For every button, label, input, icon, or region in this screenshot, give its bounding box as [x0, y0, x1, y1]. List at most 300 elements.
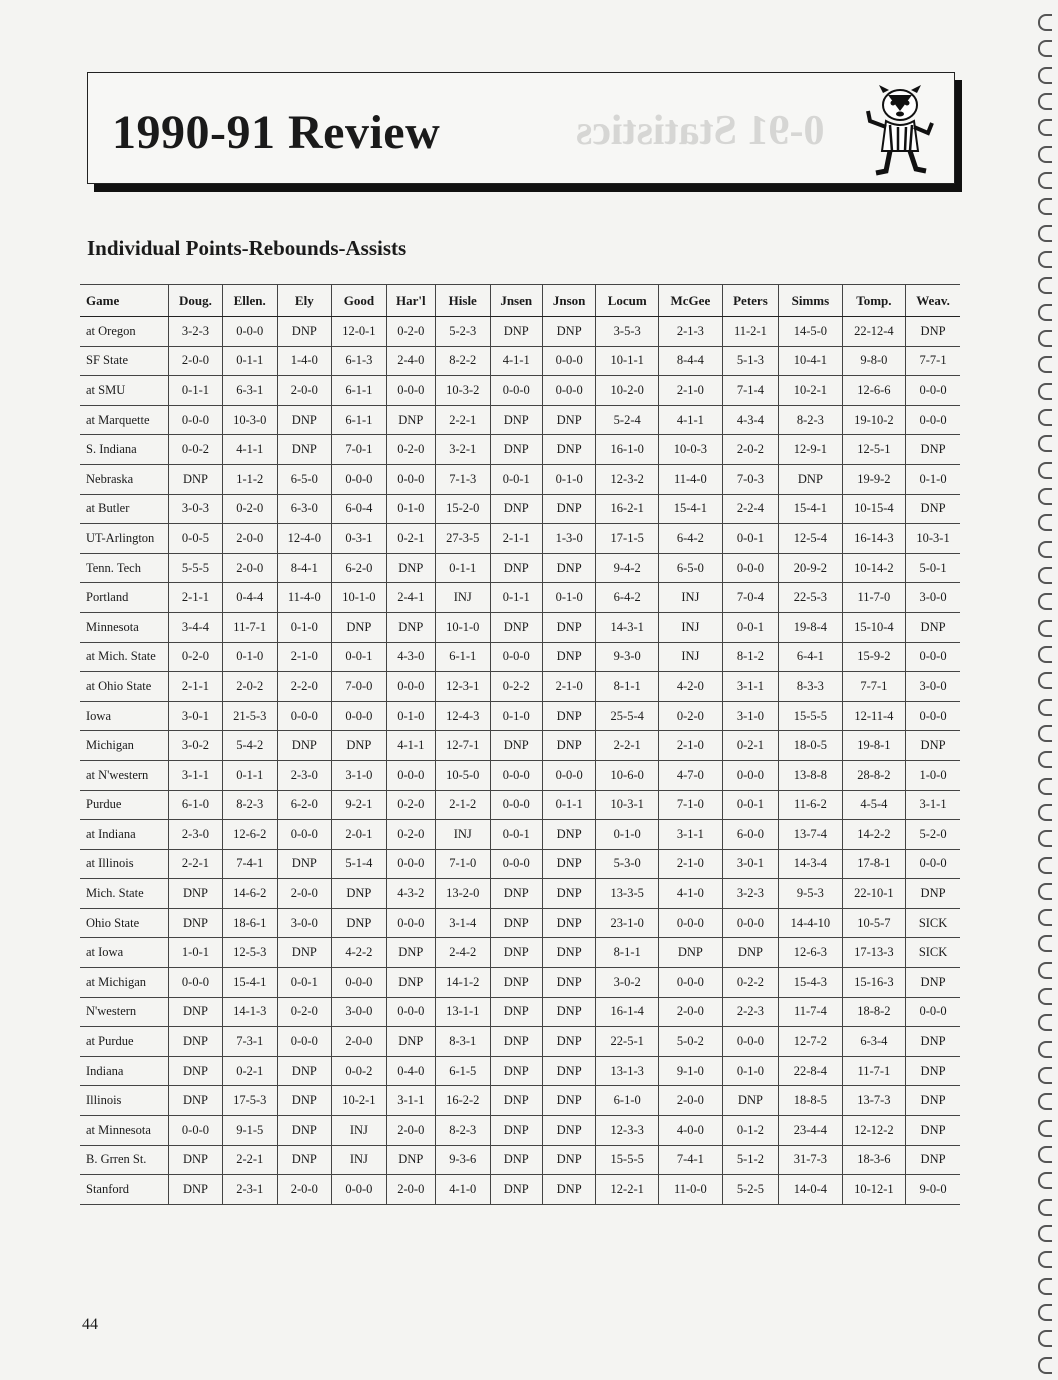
stat-cell: 2-1-0	[659, 731, 723, 761]
page-title: 1990-91 Review	[112, 106, 441, 159]
stat-cell: 0-1-1	[435, 553, 490, 583]
stat-cell: 2-0-0	[659, 997, 723, 1027]
stat-cell: 0-0-0	[906, 701, 960, 731]
stat-cell: DNP	[386, 612, 435, 642]
stat-cell: DNP	[169, 1175, 223, 1205]
stat-cell: DNP	[906, 1086, 960, 1116]
stat-cell: 6-0-0	[722, 820, 778, 850]
stat-cell: 0-0-0	[386, 908, 435, 938]
game-cell: at Indiana	[80, 820, 169, 850]
stat-cell: 13-3-5	[596, 879, 659, 909]
stat-cell: 16-14-3	[842, 524, 905, 554]
spiral-ring	[1038, 567, 1052, 584]
spiral-ring	[1038, 1120, 1052, 1137]
stat-cell: 6-1-0	[169, 790, 223, 820]
stat-cell: 9-8-0	[842, 346, 905, 376]
stat-cell: 31-7-3	[779, 1145, 842, 1175]
stat-cell: 6-4-2	[596, 583, 659, 613]
stat-cell: 12-12-2	[842, 1116, 905, 1146]
stat-cell: 2-1-0	[659, 849, 723, 879]
stat-cell: 10-1-1	[596, 346, 659, 376]
stat-cell: DNP	[277, 849, 332, 879]
stat-cell: 0-2-0	[222, 494, 277, 524]
stat-cell: 6-2-0	[277, 790, 332, 820]
stat-cell: DNP	[332, 731, 387, 761]
stat-cell: DNP	[277, 731, 332, 761]
stat-cell: 4-2-0	[659, 672, 723, 702]
stat-cell: 5-2-4	[596, 405, 659, 435]
stat-cell: 10-6-0	[596, 760, 659, 790]
stat-cell: 12-2-1	[596, 1175, 659, 1205]
stat-cell: 0-0-0	[722, 553, 778, 583]
table-row	[80, 820, 960, 850]
stat-cell: 0-2-0	[659, 701, 723, 731]
stat-cell: 9-4-2	[596, 553, 659, 583]
stat-cell: 17-1-5	[596, 524, 659, 554]
spiral-ring	[1038, 330, 1052, 347]
spiral-ring	[1038, 909, 1052, 926]
game-cell: Ohio State	[80, 908, 169, 938]
game-cell: at Iowa	[80, 938, 169, 968]
stat-cell: 2-2-0	[277, 672, 332, 702]
stat-cell: DNP	[490, 938, 542, 968]
stat-cell: 4-2-2	[332, 938, 387, 968]
stat-cell: DNP	[722, 1086, 778, 1116]
stat-cell: 0-1-1	[490, 583, 542, 613]
stat-cell: DNP	[906, 612, 960, 642]
stat-cell: 22-12-4	[842, 317, 905, 347]
spiral-ring	[1038, 277, 1052, 294]
stat-cell: 3-2-3	[722, 879, 778, 909]
stat-cell: DNP	[906, 879, 960, 909]
stat-cell: DNP	[490, 553, 542, 583]
stat-cell: DNP	[490, 435, 542, 465]
stat-cell: 7-4-1	[659, 1145, 723, 1175]
stat-cell: 0-2-0	[386, 790, 435, 820]
stat-cell: 4-1-1	[659, 405, 723, 435]
spiral-ring	[1038, 67, 1052, 84]
stat-cell: 3-5-3	[596, 317, 659, 347]
table-row	[80, 849, 960, 879]
spiral-ring	[1038, 778, 1052, 795]
stat-cell: SICK	[906, 938, 960, 968]
stat-cell: 15-9-2	[842, 642, 905, 672]
stat-cell: DNP	[490, 1145, 542, 1175]
header-banner	[87, 72, 955, 184]
game-cell: at Michigan	[80, 968, 169, 998]
table-row	[80, 879, 960, 909]
stat-cell: 10-15-4	[842, 494, 905, 524]
stat-cell: 8-2-3	[435, 1116, 490, 1146]
stat-cell: DNP	[542, 968, 595, 998]
stat-cell: 15-5-5	[596, 1145, 659, 1175]
stat-cell: 10-14-2	[842, 553, 905, 583]
stat-cell: 3-0-0	[277, 908, 332, 938]
stat-cell: 0-0-1	[490, 820, 542, 850]
stat-cell: 0-2-0	[169, 642, 223, 672]
stat-cell: 12-3-1	[435, 672, 490, 702]
spiral-ring	[1038, 198, 1052, 215]
column-header: Game	[80, 285, 169, 317]
stat-cell: 27-3-5	[435, 524, 490, 554]
stat-cell: 3-0-2	[596, 968, 659, 998]
stat-cell: 3-1-0	[332, 760, 387, 790]
stat-cell: 7-7-1	[906, 346, 960, 376]
bleed-through-text: 0-91 Statistics	[575, 108, 824, 154]
stat-cell: 3-1-1	[169, 760, 223, 790]
spiral-ring	[1038, 1357, 1052, 1374]
stat-cell: 13-2-0	[435, 879, 490, 909]
stat-cell: 12-9-1	[779, 435, 842, 465]
stat-cell: 17-5-3	[222, 1086, 277, 1116]
stat-cell: SICK	[906, 908, 960, 938]
stat-cell: 0-0-0	[332, 464, 387, 494]
stat-cell: 0-0-0	[722, 760, 778, 790]
stat-cell: 2-0-0	[386, 1116, 435, 1146]
stat-cell: 13-1-1	[435, 997, 490, 1027]
stat-cell: DNP	[490, 1175, 542, 1205]
spiral-ring	[1038, 1330, 1052, 1347]
table-row	[80, 405, 960, 435]
stat-cell: DNP	[542, 1116, 595, 1146]
stat-cell: 0-1-0	[542, 583, 595, 613]
stat-cell: DNP	[169, 1027, 223, 1057]
stat-cell: 14-1-2	[435, 968, 490, 998]
stat-cell: 12-3-3	[596, 1116, 659, 1146]
stat-cell: INJ	[332, 1116, 387, 1146]
stat-cell: DNP	[490, 731, 542, 761]
stat-cell: DNP	[542, 553, 595, 583]
stat-cell: 0-1-0	[596, 820, 659, 850]
table-row	[80, 1116, 960, 1146]
game-cell: at Minnesota	[80, 1116, 169, 1146]
spiral-ring	[1038, 935, 1052, 952]
stat-cell: 3-1-1	[659, 820, 723, 850]
stat-cell: 2-0-1	[332, 820, 387, 850]
spiral-ring	[1038, 1225, 1052, 1242]
stat-cell: 14-5-0	[779, 317, 842, 347]
spiral-ring	[1038, 725, 1052, 742]
stat-cell: 11-6-2	[779, 790, 842, 820]
column-header: Hisle	[435, 285, 490, 317]
stat-cell: 0-2-1	[386, 524, 435, 554]
stat-cell: 0-0-0	[169, 1116, 223, 1146]
stat-cell: 0-0-0	[386, 464, 435, 494]
stat-cell: 12-4-0	[277, 524, 332, 554]
column-header: Locum	[596, 285, 659, 317]
stat-cell: 0-0-0	[169, 968, 223, 998]
stat-cell: 0-0-0	[659, 968, 723, 998]
stat-cell: 17-8-1	[842, 849, 905, 879]
stat-cell: DNP	[277, 938, 332, 968]
stat-cell: 3-1-1	[906, 790, 960, 820]
stat-cell: 2-0-0	[222, 553, 277, 583]
stat-cell: DNP	[277, 317, 332, 347]
stat-cell: 4-0-0	[659, 1116, 723, 1146]
stat-cell: INJ	[659, 612, 723, 642]
stat-cell: DNP	[542, 1027, 595, 1057]
game-cell: Purdue	[80, 790, 169, 820]
spiral-ring	[1038, 962, 1052, 979]
spiral-ring	[1038, 1041, 1052, 1058]
spiral-ring	[1038, 409, 1052, 426]
stat-cell: DNP	[277, 405, 332, 435]
stat-cell: 0-0-0	[906, 849, 960, 879]
stat-cell: 0-1-2	[722, 1116, 778, 1146]
game-cell: at Illinois	[80, 849, 169, 879]
column-header: Jnson	[542, 285, 595, 317]
stat-cell: 15-10-4	[842, 612, 905, 642]
stat-cell: DNP	[490, 317, 542, 347]
stat-cell: 0-0-0	[386, 672, 435, 702]
stat-cell: 8-1-2	[722, 642, 778, 672]
stat-cell: 6-1-1	[332, 376, 387, 406]
stat-cell: 6-0-4	[332, 494, 387, 524]
table-row	[80, 524, 960, 554]
stat-cell: 11-7-4	[779, 997, 842, 1027]
game-cell: Indiana	[80, 1056, 169, 1086]
stat-cell: 5-2-3	[435, 317, 490, 347]
stat-cell: DNP	[490, 1116, 542, 1146]
stat-cell: DNP	[542, 317, 595, 347]
stat-cell: DNP	[542, 938, 595, 968]
stat-cell: DNP	[906, 1116, 960, 1146]
game-cell: Stanford	[80, 1175, 169, 1205]
stat-cell: 0-0-1	[332, 642, 387, 672]
stat-cell: 15-4-3	[779, 968, 842, 998]
spiral-ring	[1038, 1067, 1052, 1084]
stat-cell: 21-5-3	[222, 701, 277, 731]
stat-cell: 23-1-0	[596, 908, 659, 938]
stat-cell: 23-4-4	[779, 1116, 842, 1146]
spiral-ring	[1038, 1199, 1052, 1216]
stat-cell: DNP	[542, 908, 595, 938]
spiral-ring	[1038, 1304, 1052, 1321]
column-header: Peters	[722, 285, 778, 317]
stat-cell: DNP	[906, 317, 960, 347]
stat-cell: 7-7-1	[842, 672, 905, 702]
stat-cell: 9-3-0	[596, 642, 659, 672]
stat-cell: 9-1-5	[222, 1116, 277, 1146]
stat-cell: 13-7-4	[779, 820, 842, 850]
spiral-ring	[1038, 146, 1052, 163]
stat-cell: 2-1-0	[277, 642, 332, 672]
stat-cell: 12-0-1	[332, 317, 387, 347]
stat-cell: 18-0-5	[779, 731, 842, 761]
spiral-ring	[1038, 356, 1052, 373]
badger-mascot-icon	[862, 81, 938, 177]
stat-cell: 19-9-2	[842, 464, 905, 494]
stat-cell: 12-7-2	[779, 1027, 842, 1057]
stat-cell: 1-0-0	[906, 760, 960, 790]
stat-cell: 2-0-0	[277, 879, 332, 909]
stat-cell: 10-4-1	[779, 346, 842, 376]
stat-cell: DNP	[906, 1056, 960, 1086]
stat-cell: 0-4-4	[222, 583, 277, 613]
stat-cell: 0-1-1	[169, 376, 223, 406]
stat-cell: DNP	[169, 464, 223, 494]
stat-cell: 0-0-0	[277, 1027, 332, 1057]
stat-cell: 2-0-0	[386, 1175, 435, 1205]
stat-cell: DNP	[542, 997, 595, 1027]
stat-cell: 13-7-3	[842, 1086, 905, 1116]
spiral-ring	[1038, 1251, 1052, 1268]
stat-cell: 10-3-1	[906, 524, 960, 554]
table-row	[80, 376, 960, 406]
stat-cell: DNP	[277, 435, 332, 465]
stat-cell: DNP	[906, 1145, 960, 1175]
stat-cell: 4-5-4	[842, 790, 905, 820]
stat-cell: 11-2-1	[722, 317, 778, 347]
stat-cell: 3-0-1	[722, 849, 778, 879]
stat-cell: 6-1-3	[332, 346, 387, 376]
table-row	[80, 1056, 960, 1086]
stat-cell: 2-1-0	[542, 672, 595, 702]
table-row	[80, 1086, 960, 1116]
spiral-ring	[1038, 14, 1052, 31]
stat-cell: 28-8-2	[842, 760, 905, 790]
spiral-ring	[1038, 40, 1052, 57]
game-cell: at Oregon	[80, 317, 169, 347]
game-cell: at Purdue	[80, 1027, 169, 1057]
stat-cell: 18-8-2	[842, 997, 905, 1027]
stat-cell: 16-2-2	[435, 1086, 490, 1116]
stat-cell: 1-1-2	[222, 464, 277, 494]
stat-cell: 0-4-0	[386, 1056, 435, 1086]
spiral-ring	[1038, 1093, 1052, 1110]
table-row	[80, 494, 960, 524]
stat-cell: 0-0-0	[386, 849, 435, 879]
stat-cell: DNP	[332, 879, 387, 909]
stat-cell: 0-2-0	[386, 435, 435, 465]
stat-cell: 10-5-0	[435, 760, 490, 790]
stat-cell: DNP	[490, 997, 542, 1027]
stat-cell: DNP	[490, 1086, 542, 1116]
table-row	[80, 908, 960, 938]
table-row	[80, 701, 960, 731]
spiral-ring	[1038, 514, 1052, 531]
stat-cell: 0-2-2	[722, 968, 778, 998]
stat-cell: 3-1-1	[722, 672, 778, 702]
stat-cell: 5-3-0	[596, 849, 659, 879]
stat-cell: 22-8-4	[779, 1056, 842, 1086]
stat-cell: 1-4-0	[277, 346, 332, 376]
column-header: Ely	[277, 285, 332, 317]
stat-cell: 9-3-6	[435, 1145, 490, 1175]
stat-cell: DNP	[169, 997, 223, 1027]
stat-cell: 4-3-0	[386, 642, 435, 672]
stat-cell: DNP	[386, 968, 435, 998]
stat-cell: 11-4-0	[659, 464, 723, 494]
stat-cell: 12-6-2	[222, 820, 277, 850]
stat-cell: 9-2-1	[332, 790, 387, 820]
stat-cell: 0-2-2	[490, 672, 542, 702]
stat-cell: 0-1-0	[222, 642, 277, 672]
game-cell: Minnesota	[80, 612, 169, 642]
stat-cell: 0-0-5	[169, 524, 223, 554]
stat-cell: 12-6-3	[779, 938, 842, 968]
stat-cell: DNP	[169, 1056, 223, 1086]
stat-cell: 11-7-1	[222, 612, 277, 642]
stat-cell: 14-2-2	[842, 820, 905, 850]
stat-cell: DNP	[386, 938, 435, 968]
stat-cell: 5-1-3	[722, 346, 778, 376]
stat-cell: DNP	[906, 731, 960, 761]
stat-cell: 7-4-1	[222, 849, 277, 879]
stat-cell: 2-2-1	[169, 849, 223, 879]
stat-cell: 2-2-4	[722, 494, 778, 524]
stat-cell: 2-1-1	[169, 672, 223, 702]
stat-cell: 0-0-0	[906, 642, 960, 672]
spiral-ring	[1038, 383, 1052, 400]
spiral-ring	[1038, 1014, 1052, 1031]
stat-cell: 15-2-0	[435, 494, 490, 524]
stat-cell: 0-1-0	[386, 701, 435, 731]
spiral-ring	[1038, 225, 1052, 242]
stat-cell: 2-2-1	[435, 405, 490, 435]
spiral-ring	[1038, 1278, 1052, 1295]
column-header: McGee	[659, 285, 723, 317]
stat-cell: 14-3-1	[596, 612, 659, 642]
page-number: 44	[82, 1316, 98, 1333]
table-row	[80, 346, 960, 376]
game-cell: at N'western	[80, 760, 169, 790]
stats-table	[80, 284, 960, 1205]
table-row	[80, 464, 960, 494]
stat-cell: DNP	[332, 908, 387, 938]
spiral-ring	[1038, 672, 1052, 689]
game-cell: Michigan	[80, 731, 169, 761]
stat-cell: 4-1-1	[222, 435, 277, 465]
stat-cell: 14-4-10	[779, 908, 842, 938]
stat-cell: 7-0-1	[332, 435, 387, 465]
stat-cell: 0-0-0	[332, 701, 387, 731]
stat-cell: 0-1-1	[222, 346, 277, 376]
stat-cell: DNP	[542, 1056, 595, 1086]
spiral-ring	[1038, 593, 1052, 610]
stat-cell: INJ	[332, 1145, 387, 1175]
stat-cell: 10-5-7	[842, 908, 905, 938]
stat-cell: DNP	[906, 494, 960, 524]
stat-cell: 3-0-0	[906, 672, 960, 702]
stat-cell: 0-0-0	[490, 790, 542, 820]
stat-cell: 0-0-0	[659, 908, 723, 938]
stat-cell: 8-3-3	[779, 672, 842, 702]
stat-cell: 19-10-2	[842, 405, 905, 435]
stat-cell: 13-1-3	[596, 1056, 659, 1086]
stat-cell: 7-0-3	[722, 464, 778, 494]
spiral-ring	[1038, 830, 1052, 847]
stat-cell: 8-1-1	[596, 938, 659, 968]
stat-cell: DNP	[490, 968, 542, 998]
spiral-ring	[1038, 857, 1052, 874]
stat-cell: 6-1-1	[435, 642, 490, 672]
spiral-ring	[1038, 804, 1052, 821]
stat-cell: 6-1-1	[332, 405, 387, 435]
table-header-row	[80, 285, 960, 317]
stat-cell: 2-4-0	[386, 346, 435, 376]
game-cell: SF State	[80, 346, 169, 376]
spiral-ring	[1038, 93, 1052, 110]
stat-cell: 5-2-0	[906, 820, 960, 850]
stat-cell: 11-0-0	[659, 1175, 723, 1205]
stat-cell: DNP	[169, 1086, 223, 1116]
game-cell: B. Grren St.	[80, 1145, 169, 1175]
spiral-ring	[1038, 646, 1052, 663]
stat-cell: 3-0-3	[169, 494, 223, 524]
stat-cell: 2-2-3	[722, 997, 778, 1027]
stat-cell: 22-5-3	[779, 583, 842, 613]
